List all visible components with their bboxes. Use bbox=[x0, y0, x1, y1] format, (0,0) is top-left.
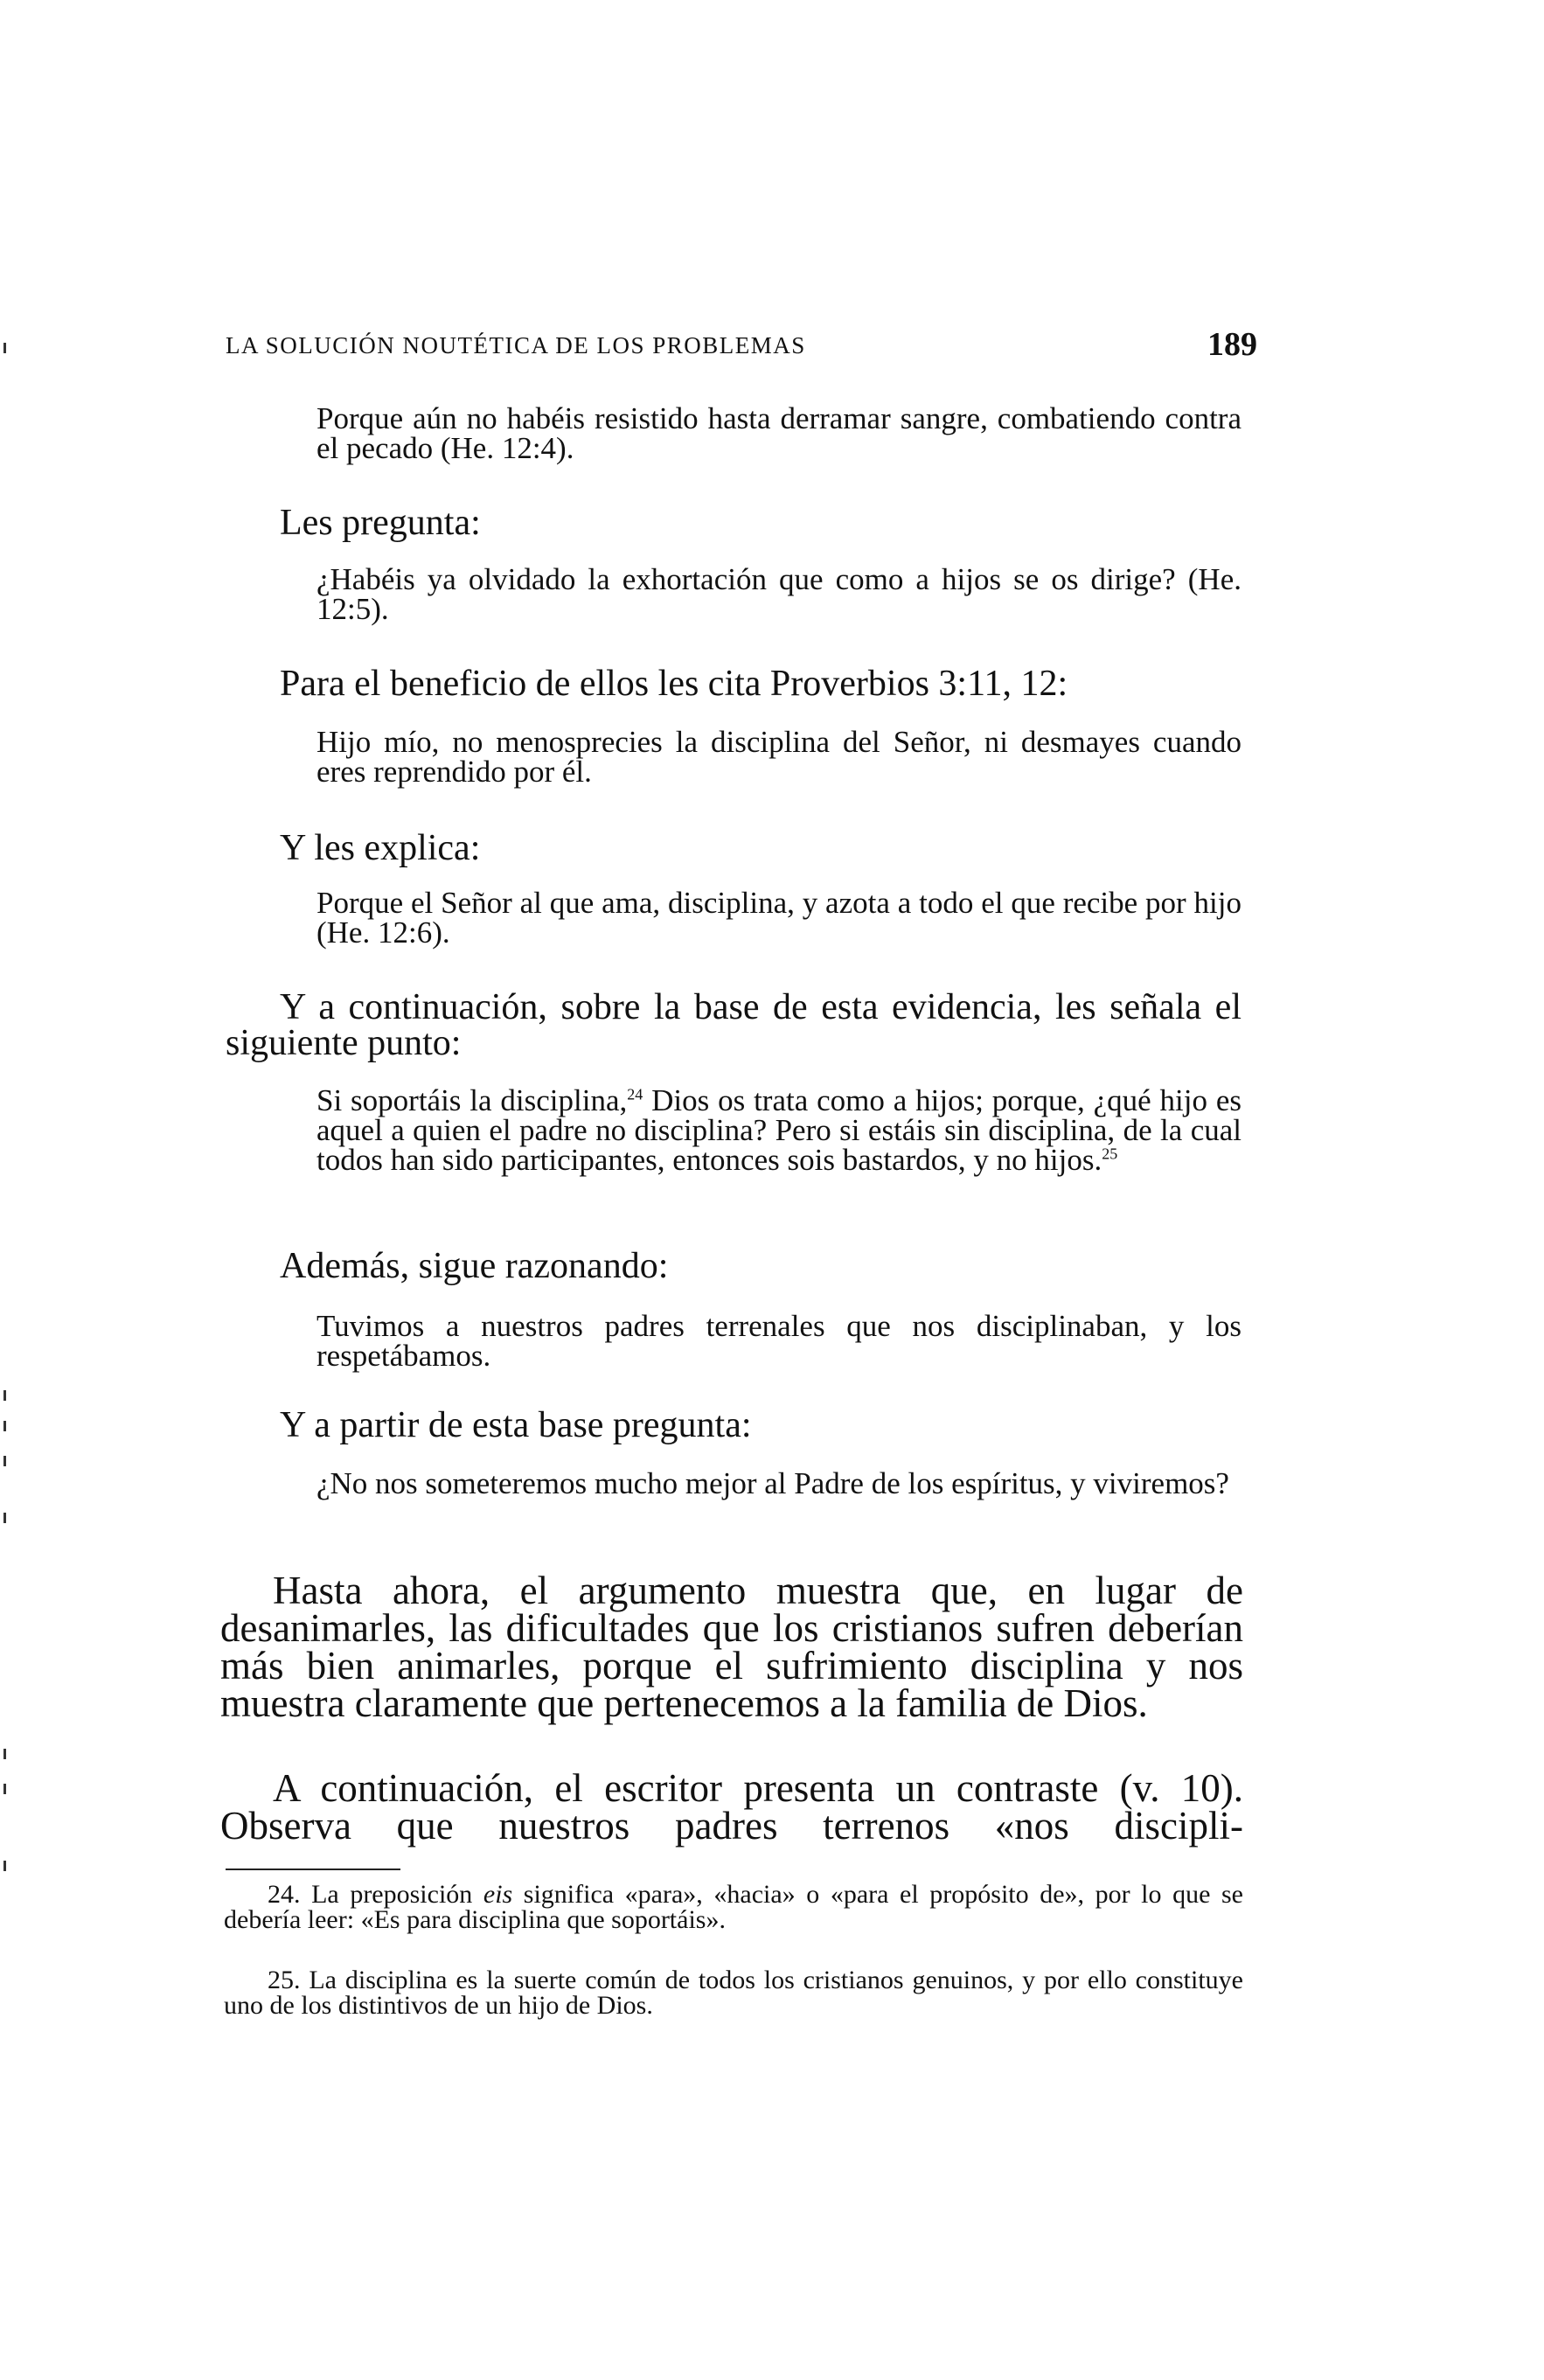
quote-hebrews-12-4: Porque aún no habéis resistido hasta derramar sangre, combatiendo contra el pecado (He. 12:4). bbox=[316, 401, 1241, 465]
lead-sigue-razonando: Además, sigue razonando: bbox=[280, 1246, 669, 1286]
margin-artifact bbox=[3, 1421, 6, 1431]
margin-artifact bbox=[3, 1861, 6, 1871]
margin-artifact bbox=[3, 1749, 6, 1759]
footnote-24: 24. La preposición eis significa «para», «hacia» o «para el propósito de», por lo que se debería leer: «Es para disciplina que soportáis». bbox=[224, 1880, 1243, 1934]
quote-hebrews-12-5: ¿Habéis ya olvidado la exhortación que como a hijos se os dirige? (He. 12:5). bbox=[316, 562, 1241, 626]
lead-les-explica: Y les explica: bbox=[280, 828, 481, 868]
margin-artifact bbox=[3, 1513, 6, 1523]
lead-base-pregunta: Y a partir de esta base pregunta: bbox=[280, 1405, 752, 1445]
page-number: 189 bbox=[1207, 326, 1257, 363]
quote-hebrews-12-9b: ¿No nos someteremos mucho mejor al Padre de los espíritus, y viviremos? bbox=[316, 1466, 1229, 1500]
running-head: LA SOLUCIÓN NOUTÉTICA DE LOS PROBLEMAS bbox=[226, 332, 806, 358]
margin-artifact bbox=[3, 1390, 6, 1401]
quote-hebrews-12-9a: Tuvimos a nuestros padres terrenales que nos disciplinaban, y los respetábamos. bbox=[316, 1309, 1241, 1373]
page-header bbox=[226, 325, 1257, 369]
footnote-divider bbox=[226, 1869, 400, 1870]
margin-artifact bbox=[3, 1456, 6, 1466]
quote-hebrews-12-6: Porque el Señor al que ama, disciplina, y azota a todo el que recibe por hijo (He. 12:6). bbox=[316, 886, 1241, 950]
margin-artifact bbox=[3, 343, 6, 353]
footnote-ref-24: 24 bbox=[627, 1085, 643, 1103]
quote-hebrews-12-7-8: Si soportáis la disciplina,$^{24}$ Dios os trata como a hijos; porque, ¿qué hijo es aquel a quien el padre no disciplina? Pero si estáis sin disciplina, de la cual todos han sido participantes, entonces sois bastardos, y no hijos.$^{25}$ bbox=[316, 1083, 1241, 1177]
lead-siguiente-punto: Y a continuación, sobre la base de esta evidencia, les señala el siguiente punto: bbox=[226, 987, 1241, 1063]
quote-proverbios-3-11: Hijo mío, no menosprecies la disciplina del Señor, ni desmayes cuando eres reprendido por él. bbox=[316, 725, 1241, 789]
lead-les-pregunta: Les pregunta: bbox=[280, 503, 481, 543]
footnote-ref-25: 25 bbox=[1102, 1145, 1118, 1163]
body-paragraph-contraste: A continuación, el escritor presenta un contraste (v. 10). Observa que nuestros padres terrenos «nos discipli- bbox=[220, 1766, 1243, 1848]
margin-artifact bbox=[3, 1784, 6, 1794]
footnote-25: 25. La disciplina es la suerte común de todos los cristianos genuinos, y por ello constituye uno de los distintivos de un hijo de Dios. bbox=[224, 1966, 1243, 2020]
lead-proverbios: Para el beneficio de ellos les cita Proverbios 3:11, 12: bbox=[280, 664, 1068, 704]
body-paragraph-argumento: Hasta ahora, el argumento muestra que, en lugar de desanimarles, las dificultades que los cristianos sufren deberían más bien animarles, porque el sufrimiento disciplina y nos muestra claramente que pertenecemos a la familia de Dios. bbox=[220, 1569, 1243, 1725]
